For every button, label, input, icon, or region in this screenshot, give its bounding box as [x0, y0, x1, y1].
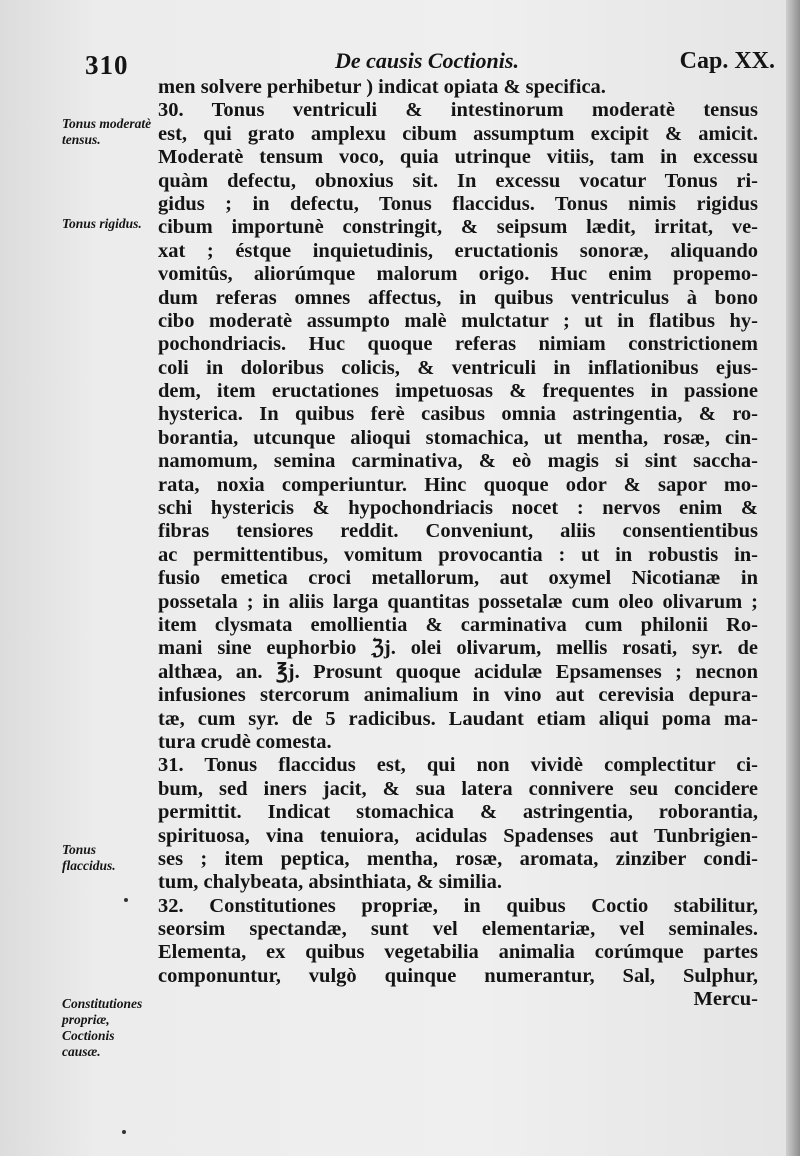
text-line: ses ; item peptica, mentha, rosæ, aromata, zinziber condi- — [158, 847, 758, 870]
text-line: bum, sed iners jacit, & sua latera connivere seu concidere — [158, 777, 758, 800]
text-line: Mercu- — [693, 988, 758, 1011]
book-spine-shadow — [786, 0, 800, 1156]
side-note-constitutions: Constitutiones propriæ, Coctionis causæ. — [62, 996, 143, 1059]
text-line: ac permittentibus, vomitum provocantia : ut in robustis in- — [158, 543, 758, 566]
text-line: spirituosa, vina tenuiora, acidulas Spadenses aut Tunbrigien- — [158, 824, 758, 847]
text-line: men solvere perhibetur ) indicat opiata & specifica. — [158, 76, 606, 98]
ink-speck — [122, 1130, 126, 1134]
text-line: rata, noxia comperiuntur. Hinc quoque odor & sapor mo- — [158, 473, 758, 496]
text-line: xat ; éstque inquietudinis, eructationis sonoræ, aliquando — [158, 239, 758, 262]
text-line: seorsim spectandæ, sunt vel elementariæ, vel seminales. — [158, 918, 758, 941]
side-note-rigid-tone: Tonus rigidus. — [62, 216, 142, 231]
text-line: cibo moderatè assumpto malè mulctatur ; ut in flatibus hy- — [158, 309, 758, 332]
text-line: permittit. Indicat stomachica & astringentia, roborantia, — [158, 801, 758, 824]
text-line: item clysmata emollientia & carminativa cum philonii Ro- — [158, 613, 758, 636]
text-line: fibras tensiores reddit. Conveniunt, aliis consentientibus — [158, 520, 758, 543]
text-line: infusiones stercorum animalium in vino aut cerevisia depura- — [158, 684, 758, 707]
text-line: 32. Constitutiones propriæ, in quibus Coctio stabilitur, — [158, 894, 758, 917]
text-line: gidus ; in defectu, Tonus flaccidus. Tonus nimis rigidus — [158, 192, 758, 215]
text-line: Elementa, ex quibus vegetabilia animalia corúmque partes — [158, 941, 758, 964]
text-line: tæ, cum syr. de 5 radicibus. Laudant etiam aliqui poma ma- — [158, 707, 758, 730]
text-line: est, qui grato amplexu cibum assumptum excipit & amicit. — [158, 122, 758, 145]
ink-speck — [124, 898, 128, 902]
side-note-moderate-tone: Tonus moderatè tensus. — [62, 116, 152, 147]
text-line: cibum importunè constringit, & seipsum lædit, irritat, ve- — [158, 216, 758, 239]
text-line: fusio emetica croci metallorum, aut oxymel Nicotianæ in — [158, 567, 758, 590]
text-line: tura crudè comesta. — [158, 730, 332, 753]
text-line: pochondriacis. Huc quoque referas nimiam constrictionem — [158, 333, 758, 356]
text-line: althæa, an. ℥j. Prosunt quoque acidulæ Epsamenses ; necnon — [158, 660, 758, 683]
text-line: mani sine euphorbio ℨj. olei olivarum, mellis rosati, syr. de — [158, 637, 758, 660]
page-header — [85, 44, 775, 80]
running-title: De causis Coctionis. — [335, 48, 519, 73]
page-number: 310 — [85, 50, 129, 80]
text-line: tum, chalybeata, absinthiata, & similia. — [158, 871, 502, 894]
text-line: borantia, utcunque alioqui stomachica, ut mentha, rosæ, cin- — [158, 426, 758, 449]
text-line: Moderatè tensum voco, quia utrinque vitiis, tam in excessu — [158, 146, 758, 169]
text-line: coli in doloribus colicis, & ventriculi in inflationibus ejus- — [158, 356, 758, 379]
text-line: quàm defectu, obnoxius sit. In excessu vocatur Tonus ri- — [158, 169, 758, 192]
text-line: dum referas omnes affectus, in quibus ventriculus à bono — [158, 286, 758, 309]
chapter-label: Cap. XX. — [679, 48, 775, 74]
text-line: possetala ; in aliis larga quantitas possetalæ cum oleo olivarum ; — [158, 590, 758, 613]
text-line: schi hystericis & hypochondriacis nocet : nervos enim & — [158, 497, 758, 520]
text-line: dem, item eructationes impetuosas & frequentes in passione — [158, 380, 758, 403]
text-line: componuntur, vulgò quinque numerantur, Sal, Sulphur, — [158, 964, 758, 987]
main-text-column — [158, 76, 758, 1012]
text-line: vomitûs, aliorúmque malorum origo. Huc enim propemo- — [158, 263, 758, 286]
text-line: 31. Tonus flaccidus est, qui non vividè complectitur ci- — [158, 754, 758, 777]
side-note-flaccid-tone: Tonus flaccidus. — [62, 842, 116, 873]
text-line: namomum, semina carminativa, & eò magis si sint saccha- — [158, 450, 758, 473]
text-line: hysterica. In quibus ferè casibus omnia astringentia, & ro- — [158, 403, 758, 426]
text-line: 30. Tonus ventriculi & intestinorum moderatè tensus — [158, 99, 758, 122]
